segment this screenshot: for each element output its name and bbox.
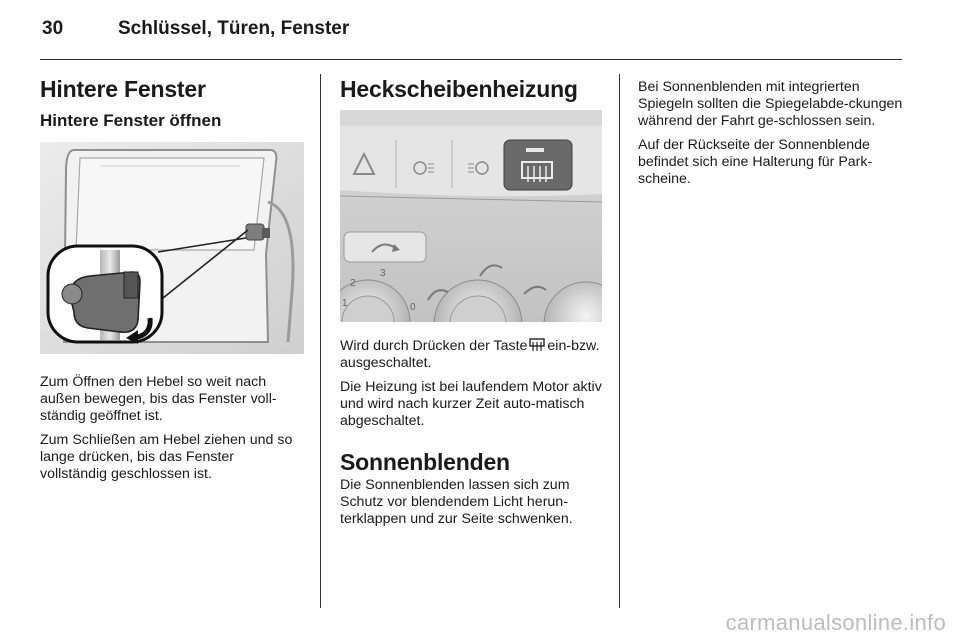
heater-switch-text: Wird durch Drücken der Taste ein-bzw. ausgeschaltet. — [340, 338, 600, 371]
section-heading-sun-visors: Sonnenblenden — [340, 449, 510, 475]
knob-number-4: 0 — [410, 302, 416, 313]
knob-number-1: 2 — [350, 278, 356, 289]
dashboard-switch-illustration — [340, 110, 602, 322]
close-instructions: Zum Schließen am Hebel ziehen und so lange drücken, bis das Fenster vollständig geschlossen ist. — [40, 432, 293, 482]
rear-window-heater-icon — [529, 338, 545, 352]
visor-mirror-text: Bei Sonnenblenden mit integrierten Spiegeln sollten die Spiegelabde-ckungen während der Fahrt ge-schlossen sein. — [638, 79, 903, 129]
sun-visor-text: Die Sonnenblenden lassen sich zum Schutz vor blendendem Licht herun-terklappen und zur Seite schwenken. — [340, 477, 573, 527]
header-rule — [40, 59, 902, 60]
subheading-open-rear-windows: Hintere Fenster öffnen — [40, 111, 222, 130]
chapter-title: Schlüssel, Türen, Fenster — [118, 18, 350, 39]
knob-number-3: 1 — [342, 298, 348, 309]
section-heading-rear-window-heater: Heckscheibenheizung — [340, 76, 578, 102]
section-heading-rear-windows: Hintere Fenster — [40, 76, 206, 102]
visor-ticket-holder-text: Auf der Rückseite der Sonnenblende befindet sich eine Halterung für Park-scheine. — [638, 137, 873, 187]
column-divider-2 — [619, 74, 620, 608]
column-2 — [340, 74, 604, 535]
column-3 — [638, 74, 906, 195]
open-instructions: Zum Öffnen den Hebel so weit nach außen bewegen, bis das Fenster voll-ständig geöffnet ist. — [40, 374, 277, 424]
rear-window-illustration — [40, 142, 304, 354]
knob-number-2: 3 — [380, 268, 386, 279]
heater-auto-off-text: Die Heizung ist bei laufendem Motor aktiv und wird nach kurzer Zeit auto-matisch abgeschaltet. — [340, 379, 602, 429]
watermark: carmanualsonline.info — [725, 610, 946, 635]
column-1 — [40, 74, 304, 490]
page-number: 30 — [42, 18, 64, 39]
column-divider-1 — [320, 74, 321, 608]
